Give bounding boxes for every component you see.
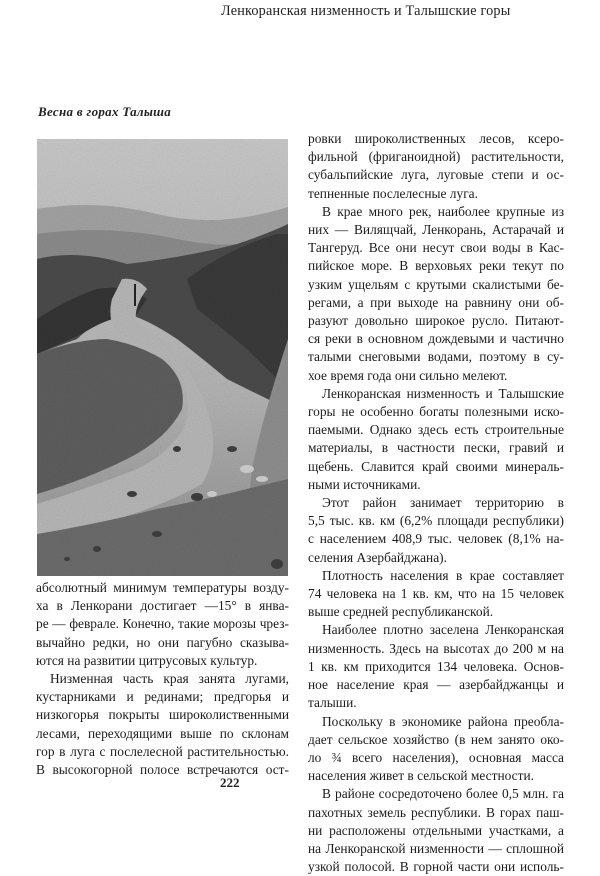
text-line: ются на развитии цитрусовых культур. (36, 652, 258, 668)
left-text-column (36, 579, 289, 779)
text-line: регами, а при выходе на равнину они об- (308, 294, 564, 310)
text-line: ни расположены отдельными участками, а (308, 822, 564, 838)
page-number: 222 (220, 775, 240, 790)
text-line: В высокогорной полосе встречаются ост- (36, 762, 289, 778)
text-line: населения живет в сельской местности. (308, 768, 534, 784)
text-line: ное население края — азербайджанцы и (308, 677, 564, 693)
text-line: них — Вилящчай, Ленкорань, Астарачай и (308, 222, 564, 238)
photo-illustration (37, 139, 288, 576)
text-line: кустарниками и рединами; предгорья и (36, 689, 289, 705)
text-line: ровки широколиственных лесов, ксеро- (308, 131, 564, 146)
text-line: В районе сосредоточено более 0,5 млн. га (322, 786, 564, 802)
paragraph (308, 203, 564, 385)
text-line: низкогорья покрыты широколиственными (36, 707, 289, 723)
text-line: вычайно редки, но они пагубно сказыва- (36, 634, 289, 650)
paragraph (308, 785, 564, 876)
paragraph (308, 567, 564, 622)
text-line: фильной (фриганоидной) растительности, (308, 149, 564, 165)
text-line: выше средней республиканской. (308, 604, 494, 620)
text-line: Тангеруд. Все они несут свои воды в Кас- (308, 240, 564, 256)
text-line: Поскольку в экономике района преобла- (322, 713, 564, 729)
text-line: разуют довольно широкое русло. Питают- (308, 313, 564, 329)
text-line: субальпийские луга, луговые степи и ос- (308, 167, 564, 183)
text-line: лесами, переходящими выше по склонам (36, 725, 289, 741)
text-line: абсолютный минимум температуры возду- (36, 580, 289, 595)
text-line: с населением 408,9 тыс. человек (8,1% на- (308, 531, 564, 547)
text-line: узкой полосой. В горной части они исполь- (308, 859, 564, 875)
text-line: Низменная часть края занята лугами, (50, 671, 289, 687)
text-line: В крае много рек, наиболее крупные из (322, 203, 564, 219)
text-line: Плотность населения в крае составляет (322, 567, 564, 583)
text-line: 74 человека на 1 кв. км, что на 15 человек (308, 586, 564, 602)
paragraph (308, 385, 564, 494)
running-header: Ленкоранская низменность и Талышские горы (221, 3, 511, 19)
text-line: 5,5 тыс. кв. км (6,2% площади республики) (308, 513, 564, 529)
text-line: 1 кв. км приходится 134 человека. Основ- (308, 658, 564, 674)
text-line: тепненные послелесные луга. (308, 185, 478, 201)
text-line: ся реки в основном дождевыми и частично (308, 331, 564, 347)
text-line: гор в луга с послелесной растительностью. (36, 743, 289, 759)
text-line: селения Азербайджана). (308, 549, 447, 565)
text-line: низменность. Здесь на высотах до 200 м на (308, 640, 564, 656)
text-line: пийское море. В верховьях реки текут по (308, 258, 564, 274)
river-valley-photo (37, 139, 288, 576)
figure-caption: Весна в горах Талыша (38, 104, 172, 119)
text-line: ре — феврале. Конечно, такие морозы чрез- (36, 616, 289, 632)
text-line: паемыми. Однако здесь есть строительные (308, 422, 564, 438)
text-line: Наиболее плотно заселена Ленкоранская (322, 622, 564, 638)
text-line: талыши. (308, 695, 357, 711)
paragraph (308, 713, 564, 786)
text-line: узким ущельям с крутыми скалистыми бе- (308, 276, 564, 292)
text-line: ло ¾ всего населения), основная масса (308, 749, 564, 765)
text-line: горы не особенно богаты полезными иско- (308, 404, 564, 420)
paragraph (308, 130, 564, 203)
text-line: талыми снеговыми водами, поэтому в су- (308, 349, 564, 365)
paragraph (36, 579, 289, 670)
paragraph (308, 621, 564, 712)
text-line: ха в Ленкорани достигает —15° в янва- (36, 598, 289, 614)
right-text-column (308, 130, 564, 876)
text-line: щебень. Славится край своими минераль- (308, 458, 564, 474)
paragraph (308, 494, 564, 567)
paragraph (36, 670, 289, 779)
text-line: дает сельское хозяйство (в нем занято око- (308, 731, 564, 747)
text-line: Этот район занимает территорию в (322, 495, 564, 511)
text-line: пахотных земель республики. В горах паш- (308, 804, 564, 820)
text-line: Ленкоранская низменность и Талышские (322, 385, 564, 401)
text-line: ными источниками. (308, 476, 421, 492)
text-line: материалы, в частности пески, гравий и (308, 440, 564, 456)
text-line: на Ленкоранской низменности — сплошной (308, 840, 564, 856)
text-line: хое время года они сильно мелеют. (308, 367, 508, 383)
